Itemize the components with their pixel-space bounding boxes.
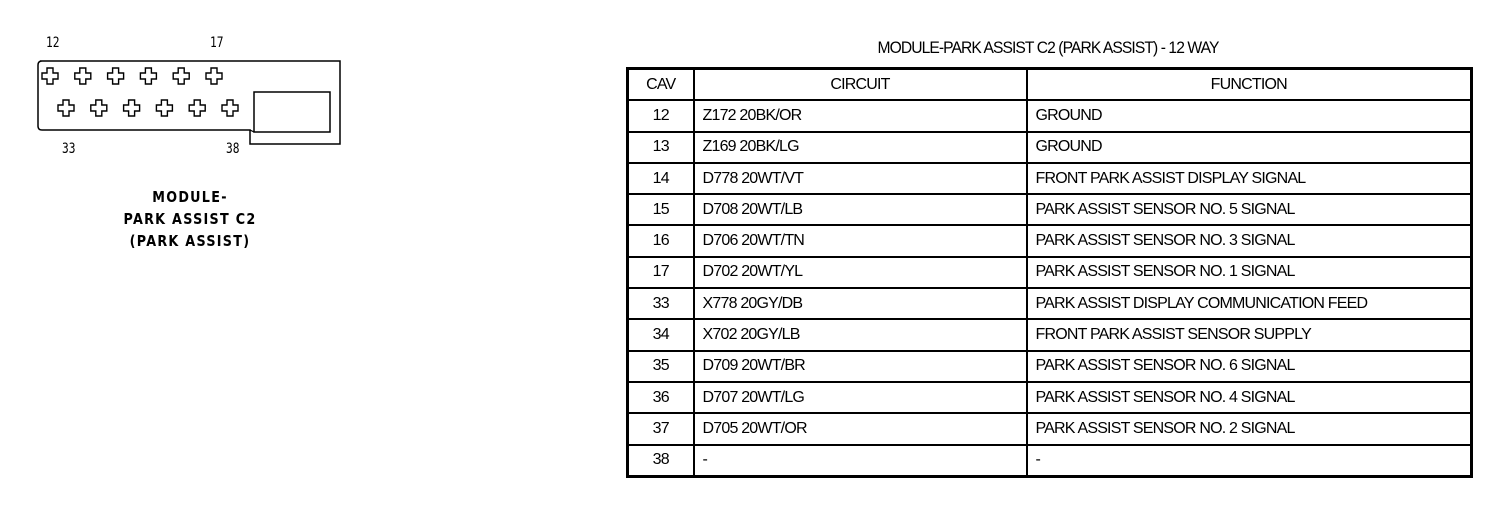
table-row xyxy=(628,132,1472,163)
pin-cavity xyxy=(58,100,74,116)
function-cell: PARK ASSIST SENSOR NO. 6 SIGNAL xyxy=(1027,351,1472,382)
function-cell: GROUND xyxy=(1027,100,1472,131)
pin-cavity xyxy=(75,68,91,84)
table-row xyxy=(628,351,1472,382)
cav-cell: 14 xyxy=(628,163,694,194)
header-function: FUNCTION xyxy=(1027,69,1472,101)
table-row xyxy=(628,225,1472,256)
table-row xyxy=(628,100,1472,131)
circuit-cell: D706 20WT/TN xyxy=(694,225,1027,256)
function-cell: - xyxy=(1027,445,1472,477)
table-row xyxy=(628,413,1472,444)
circuit-cell: D702 20WT/YL xyxy=(694,257,1027,288)
pin-cavity xyxy=(173,68,189,84)
pin-cavity xyxy=(222,100,238,116)
table-row xyxy=(628,382,1472,413)
table-row xyxy=(628,319,1472,350)
function-cell: GROUND xyxy=(1027,132,1472,163)
cav-cell: 38 xyxy=(628,445,694,477)
header-cav: CAV xyxy=(628,69,694,101)
connector-face xyxy=(36,58,346,148)
circuit-cell: - xyxy=(694,445,1027,477)
caption-line-2: PARK ASSIST C2 xyxy=(123,210,257,228)
pin-cavity xyxy=(91,100,107,116)
pinout-table xyxy=(626,67,1473,478)
table-row xyxy=(628,163,1472,194)
pin-label-12: 12 xyxy=(46,35,60,51)
table-row xyxy=(628,445,1472,477)
circuit-cell: Z169 20BK/LG xyxy=(694,132,1027,163)
cav-cell: 16 xyxy=(628,225,694,256)
function-cell: FRONT PARK ASSIST DISPLAY SIGNAL xyxy=(1027,163,1472,194)
connector-diagram xyxy=(0,0,600,524)
circuit-cell: D778 20WT/VT xyxy=(694,163,1027,194)
table-row xyxy=(628,288,1472,319)
function-cell: PARK ASSIST SENSOR NO. 4 SIGNAL xyxy=(1027,382,1472,413)
pin-label-33: 33 xyxy=(62,141,76,157)
cav-cell: 34 xyxy=(628,319,694,350)
cav-cell: 13 xyxy=(628,132,694,163)
circuit-cell: X778 20GY/DB xyxy=(694,288,1027,319)
pin-cavity xyxy=(124,100,140,116)
cav-cell: 12 xyxy=(628,100,694,131)
circuit-cell: D707 20WT/LG xyxy=(694,382,1027,413)
header-circuit: CIRCUIT xyxy=(694,69,1027,101)
cav-cell: 17 xyxy=(628,257,694,288)
cav-cell: 36 xyxy=(628,382,694,413)
caption-line-3: (PARK ASSIST) xyxy=(129,232,251,250)
pin-cavity xyxy=(206,68,222,84)
function-cell: PARK ASSIST DISPLAY COMMUNICATION FEED xyxy=(1027,288,1472,319)
pin-label-17: 17 xyxy=(210,35,224,51)
pin-cavity xyxy=(108,68,124,84)
cav-cell: 35 xyxy=(628,351,694,382)
connector-caption xyxy=(97,186,284,252)
circuit-cell: D708 20WT/LB xyxy=(694,194,1027,225)
pin-label-38: 38 xyxy=(226,141,240,157)
table-title: MODULE-PARK ASSIST C2 (PARK ASSIST) - 12 WAY xyxy=(877,38,1219,57)
table-header-row xyxy=(628,69,1472,101)
table-row xyxy=(628,257,1472,288)
table-row xyxy=(628,194,1472,225)
function-cell: PARK ASSIST SENSOR NO. 3 SIGNAL xyxy=(1027,225,1472,256)
pin-cavity xyxy=(156,100,172,116)
function-cell: PARK ASSIST SENSOR NO. 5 SIGNAL xyxy=(1027,194,1472,225)
circuit-cell: D709 20WT/BR xyxy=(694,351,1027,382)
circuit-cell: Z172 20BK/OR xyxy=(694,100,1027,131)
circuit-cell: D705 20WT/OR xyxy=(694,413,1027,444)
pin-cavity xyxy=(42,68,58,84)
cav-cell: 37 xyxy=(628,413,694,444)
cav-cell: 33 xyxy=(628,288,694,319)
caption-line-1: MODULE- xyxy=(152,188,228,206)
connector-latch xyxy=(254,92,330,132)
pin-cavity xyxy=(140,68,156,84)
function-cell: PARK ASSIST SENSOR NO. 2 SIGNAL xyxy=(1027,413,1472,444)
cav-cell: 15 xyxy=(628,194,694,225)
function-cell: PARK ASSIST SENSOR NO. 1 SIGNAL xyxy=(1027,257,1472,288)
function-cell: FRONT PARK ASSIST SENSOR SUPPLY xyxy=(1027,319,1472,350)
circuit-cell: X702 20GY/LB xyxy=(694,319,1027,350)
pin-cavity xyxy=(189,100,205,116)
